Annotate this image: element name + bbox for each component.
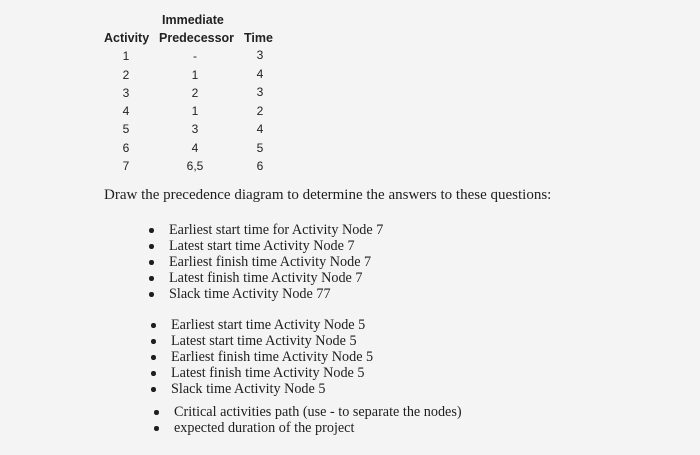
- list-item: [171, 349, 373, 365]
- activity-cell: 4: [122, 104, 130, 118]
- bullet-icon: [151, 355, 156, 360]
- list-item: [169, 270, 383, 286]
- question-list-project: [174, 404, 462, 436]
- activity-cell: 5: [122, 122, 130, 136]
- bullet-icon: [149, 228, 154, 233]
- bullet-icon: [149, 244, 154, 249]
- question-text: Critical activities path (use - to separate the nodes): [174, 404, 462, 420]
- bullet-icon: [154, 410, 159, 415]
- bullet-icon: [149, 276, 154, 281]
- list-item: [169, 222, 383, 238]
- list-item: [169, 254, 383, 270]
- list-item: [171, 381, 373, 397]
- activity-cell: 3: [122, 86, 130, 100]
- question-text: Earliest finish time Activity Node 7: [169, 254, 372, 270]
- predecessor-cell: 2: [191, 86, 199, 100]
- header-activity: Activity: [104, 31, 150, 45]
- bullet-icon: [149, 292, 154, 297]
- question-text: expected duration of the project: [174, 420, 355, 436]
- instruction-text: Draw the precedence diagram to determine the answers to these questions:: [104, 187, 552, 203]
- time-cell: 2: [256, 104, 264, 118]
- list-item: [171, 333, 373, 349]
- predecessor-cell: 1: [191, 104, 199, 118]
- list-item: [169, 238, 383, 254]
- list-item: [174, 420, 462, 436]
- question-text: Earliest start time Activity Node 5: [171, 317, 366, 333]
- predecessor-cell: 4: [191, 141, 199, 155]
- time-cell: 4: [256, 122, 264, 136]
- list-item: [174, 404, 462, 420]
- question-text: Earliest start time for Activity Node 7: [169, 222, 384, 238]
- bullet-icon: [151, 387, 156, 392]
- bullet-icon: [154, 426, 159, 431]
- time-cell: 3: [256, 85, 264, 99]
- question-text: Latest finish time Activity Node 5: [171, 365, 365, 381]
- bullet-icon: [151, 323, 156, 328]
- question-text: Latest start time Activity Node 5: [171, 333, 357, 349]
- list-item: [171, 365, 373, 381]
- bullet-icon: [151, 339, 156, 344]
- time-cell: 6: [256, 159, 264, 173]
- bullet-icon: [151, 371, 156, 376]
- question-list-node7: [169, 222, 383, 302]
- activity-cell: 6: [122, 141, 130, 155]
- question-text: Slack time Activity Node 77: [169, 286, 331, 302]
- question-text: Latest start time Activity Node 7: [169, 238, 355, 254]
- question-text: Latest finish time Activity Node 7: [169, 270, 363, 286]
- activity-cell: 7: [122, 159, 130, 173]
- list-item: [169, 286, 383, 302]
- activity-cell: 2: [122, 68, 130, 82]
- question-list-node5: [171, 317, 373, 397]
- time-cell: 3: [256, 48, 264, 62]
- question-text: Earliest finish time Activity Node 5: [171, 349, 374, 365]
- header-time: Time: [244, 31, 273, 45]
- question-text: Slack time Activity Node 5: [171, 381, 326, 397]
- predecessor-cell: 1: [191, 68, 199, 82]
- activity-cell: 1: [122, 49, 130, 63]
- predecessor-cell: 3: [191, 122, 199, 136]
- header-predecessor: Predecessor: [159, 31, 235, 45]
- predecessor-cell: 6,5: [186, 159, 204, 173]
- time-cell: 5: [256, 141, 264, 155]
- predecessor-cell: -: [193, 49, 197, 63]
- header-immediate: Immediate: [162, 13, 224, 27]
- time-cell: 4: [256, 67, 264, 81]
- list-item: [171, 317, 373, 333]
- bullet-icon: [149, 260, 154, 265]
